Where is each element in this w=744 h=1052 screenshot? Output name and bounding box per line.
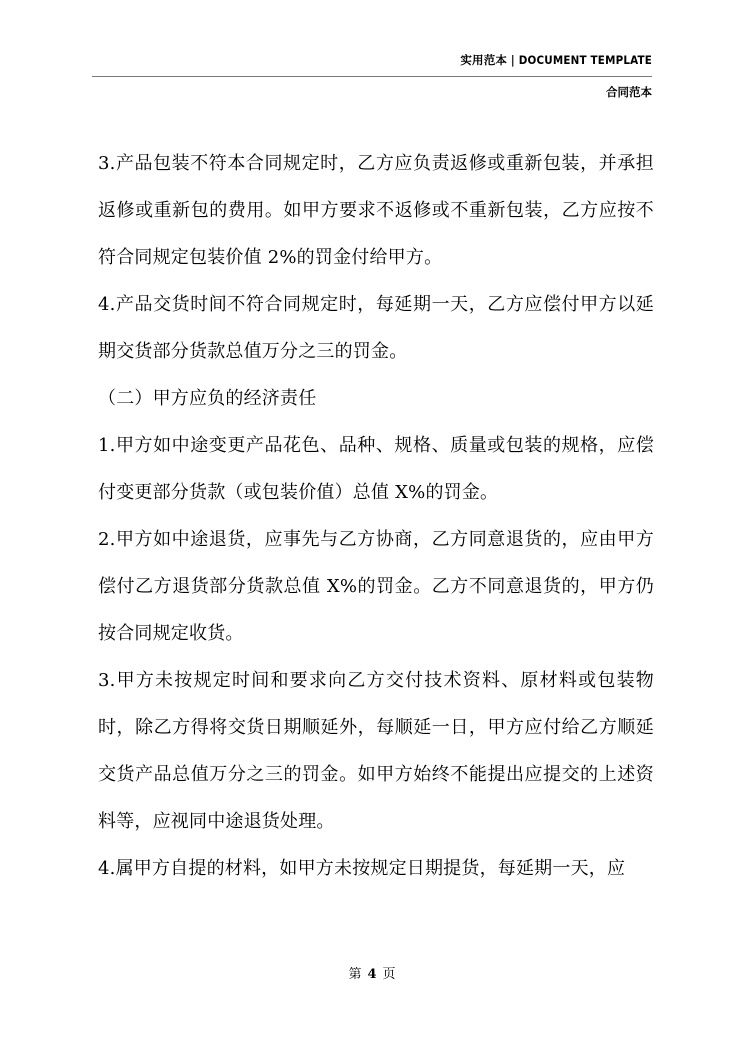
document-body bbox=[98, 140, 654, 892]
paragraph: 3.甲方未按规定时间和要求向乙方交付技术资料、原材料或包装物时，除乙方得将交货日期顺延外，每顺延一日，甲方应付给乙方顺延交货产品总值万分之三的罚金。如甲方始终不能提出应提交的上述资料等，应视同中途退货处理。 bbox=[98, 670, 654, 832]
page-label-prefix: 第 bbox=[348, 967, 362, 982]
page-footer bbox=[0, 963, 744, 982]
section-heading: （二）甲方应负的经济责任 bbox=[98, 388, 317, 409]
paragraph: 1.甲方如中途变更产品花色、品种、规格、质量或包装的规格，应偿付变更部分货款（或包装价值）总值 X%的罚金。 bbox=[98, 435, 654, 503]
header-subtitle: 合同范本 bbox=[606, 85, 652, 99]
paragraph: 4.属甲方自提的材料，如甲方未按规定日期提货，每延期一天，应 bbox=[98, 858, 626, 879]
header-divider bbox=[92, 76, 652, 77]
paragraph: 3.产品包装不符本合同规定时，乙方应负责返修或重新包装，并承担返修或重新包的费用。如甲方要求不返修或不重新包装，乙方应按不符合同规定包装价值 2%的罚金付给甲方。 bbox=[98, 153, 654, 268]
paragraph: 2.甲方如中途退货，应事先与乙方协商，乙方同意退货的，应由甲方偿付乙方退货部分货款总值 X%的罚金。乙方不同意退货的，甲方仍按合同规定收货。 bbox=[98, 529, 654, 644]
paragraph: 4.产品交货时间不符合同规定时，每延期一天，乙方应偿付甲方以延期交货部分货款总值万分之三的罚金。 bbox=[98, 294, 654, 362]
header-title: 实用范本 | DOCUMENT TEMPLATE bbox=[460, 53, 652, 67]
page-label-suffix: 页 bbox=[382, 967, 396, 982]
page-number: 4 bbox=[367, 967, 377, 982]
